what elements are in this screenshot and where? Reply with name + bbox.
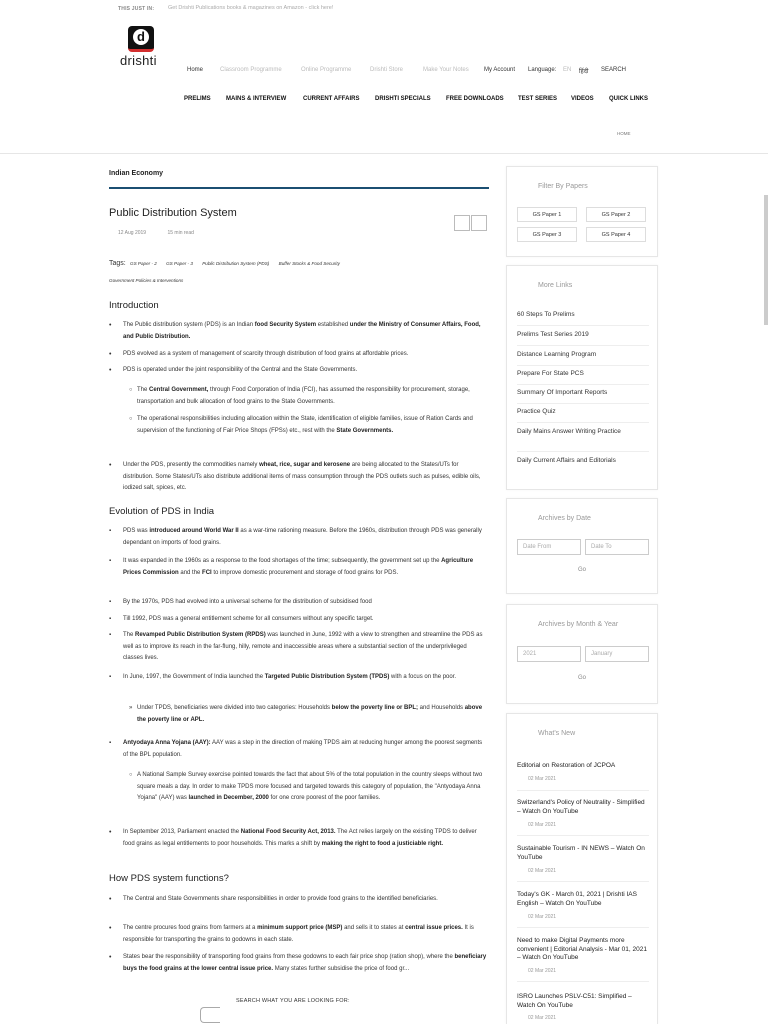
search-input[interactable] [200,1007,220,1023]
archives-by-month-card [506,604,658,704]
mainnav-videos[interactable]: VIDEOS [571,96,594,102]
tag[interactable]: GS Paper - 2 [130,261,157,266]
share-buttons [454,215,488,236]
category-underline [109,187,489,189]
nav-store[interactable]: Drishti Store [370,67,404,73]
date-from-input[interactable]: Date From [517,539,581,555]
archives-by-date-card [506,498,658,594]
news-date: 02 Mar 2021 [528,1015,557,1021]
divider [517,927,649,928]
breadcrumb[interactable]: HOME [617,131,631,136]
language-label: Language: [528,67,557,73]
filter-by-papers-card [506,166,658,257]
news-link[interactable]: Today's GK - March 01, 2021 | Drishti IAS English – Watch On YouTube [517,891,637,907]
divider [517,384,649,385]
divider [517,981,649,982]
paragraph: ▪ It was expanded in the 1960s as a response to the food shortages of the time; subsequently, the government set up the Agriculture Prices Commission and the FCI to improve domestic procurement and storage of food grains for PDS. [115,556,487,579]
paragraph: • PDS is operated under the joint responsibility of the Central and the State Governments. [115,365,487,377]
mainnav-mains[interactable]: MAINS & INTERVIEW [226,96,287,102]
news-link[interactable]: Switzerland's Policy of Neutrality - Simplified – Watch On YouTube [517,799,645,815]
paragraph: • PDS evolved as a system of management of scarcity through distribution of food grains at affordable prices. [115,349,487,361]
news-link[interactable]: Editorial on Restoration of JCPOA [517,762,616,769]
paragraph: • The Public distribution system (PDS) is an Indian food Security System established under the Ministry of Consumer Affairs, Food, and Public Distribution. [115,320,487,343]
article-meta [118,230,214,236]
card-title: Archives by Date [538,515,591,522]
tag[interactable]: GS Paper - 3 [166,261,193,266]
heading-evolution: Evolution of PDS in India [109,506,215,517]
year-select[interactable]: 2021 [517,646,581,662]
logo-mark-icon: d [128,26,154,52]
more-link[interactable]: Daily Mains Answer Writing Practice [517,428,621,435]
nav-my-account[interactable]: My Account [484,67,516,73]
paper-button[interactable]: GS Paper 4 [586,227,646,242]
mainnav-drishti-specials[interactable]: DRISHTI SPECIALS [375,96,431,102]
paragraph: • The centre procures food grains from farmers at a minimum support price (MSP) and sells it to states at central issue prices. It is responsible for transporting the grains to godowns in each state. [115,923,487,946]
news-date: 02 Mar 2021 [528,822,557,828]
paragraph: • The Central and State Governments share responsibilities in order to provide food grains to the identified beneficiaries. [115,894,487,906]
more-link[interactable]: Summary Of Important Reports [517,389,608,396]
divider [517,365,649,366]
tag[interactable]: Public Distribution System (PDS) [202,261,270,266]
page-title: Public Distribution System [109,207,237,219]
nav-classroom[interactable]: Classroom Programme [220,67,282,73]
news-date: 02 Mar 2021 [528,776,557,782]
news-link[interactable]: Need to make Digital Payments more convenient | Editorial Analysis - Mar 01, 2021 – Watch On YouTube [517,937,647,961]
more-link[interactable]: Distance Learning Program [517,351,597,358]
news-date: 02 Mar 2021 [528,868,557,874]
paragraph: ○ A National Sample Survey exercise pointed towards the fact that about 5% of the total population in the country sleeps without two square meals a day. In order to make TPDS more focused and targeted towards this category of population, the "Antyodaya Anna Yojana" (AAY) was launched in December, 2000 for one crore poorest of the poor families. [129,770,487,805]
news-link[interactable]: ISRO Launches PSLV-C51: Simplified – Watch On YouTube [517,993,632,1009]
lang-hindi[interactable]: हिंदी [579,69,589,75]
news-date: 02 Mar 2021 [528,968,557,974]
divider [517,451,649,452]
divider [517,325,649,326]
search-prompt: SEARCH WHAT YOU ARE LOOKING FOR: [236,998,350,1004]
article-date: 12 Aug 2019 [118,230,147,236]
tags-label: Tags: [109,260,126,267]
paragraph: ▪ By the 1970s, PDS had evolved into a universal scheme for the distribution of subsidised food [115,597,487,609]
paper-button[interactable]: GS Paper 1 [517,207,577,222]
announcement-label: THIS JUST IN: [118,6,155,12]
divider [517,422,649,423]
paragraph: • States bear the responsibility of transporting food grains from these godowns to each fair price shop (ration shop), where the beneficiary buys the food grains at the lower central issue price. Many states further subsidise the price of food gr... [115,952,487,975]
paragraph: ▪ In June, 1997, the Government of India launched the Targeted Public Distribution System (TPDS) with a focus on the poor. [115,672,487,684]
paragraph: » Under TPDS, beneficiaries were divided into two categories: Households below the poverty line or BPL; and Households above the poverty line or APL. [129,703,487,726]
paragraph: • Under the PDS, presently the commodities namely wheat, rice, sugar and kerosene are being allocated to the States/UTs for distribution. Some States/UTs also distribute additional items of mass consumption through the PDS outlets such as pulses, edible oils, iodized salt, spices, etc. [115,460,487,495]
top-announcement-bar [0,0,768,16]
card-title: More Links [538,282,573,289]
month-select[interactable]: January [585,646,649,662]
more-link[interactable]: Practice Quiz [517,408,556,415]
tag[interactable]: Government Policies & Interventions [109,278,184,283]
nav-notes[interactable]: Make Your Notes [423,67,469,73]
mainnav-current-affairs[interactable]: CURRENT AFFAIRS [303,96,360,102]
divider [517,790,649,791]
article-category[interactable]: Indian Economy [109,170,164,177]
announcement-link[interactable]: Get Drishti Publications books & magazines on Amazon - click here! [168,5,334,11]
more-links-card [506,265,658,490]
paragraph: • In September 2013, Parliament enacted the National Food Security Act, 2013. The Act relies largely on the existing TPDS to deliver food grains as legal entitlements to poor households. This marks a shift by making the right to food a justiciable right. [115,827,487,850]
share-icon[interactable] [454,215,470,231]
print-icon[interactable] [471,215,487,231]
paragraph: ▪ Antyodaya Anna Yojana (AAY): AAY was a step in the direction of making TPDS aim at reducing hunger among the poorest segments of the BPL population. [115,738,487,761]
news-date: 02 Mar 2021 [528,914,557,920]
article-tags [109,255,489,289]
paper-button[interactable]: GS Paper 3 [517,227,577,242]
news-link[interactable]: Sustainable Tourism - IN NEWS – Watch On YouTube [517,845,645,861]
nav-home[interactable]: Home [187,67,204,73]
paragraph: ▪ The Revamped Public Distribution System (RPDS) was launched in June, 1992 with a view to strengthen and streamline the PDS as well as to improve its reach in the far-flung, hilly, remote and inaccessible areas where a substantial section of the underprivileged classes lives. [115,630,487,665]
card-title: What's New [538,730,576,737]
mainnav-quick-links[interactable]: QUICK LINKS [609,96,648,102]
tag[interactable]: Buffer Stocks & Food Security [278,261,340,266]
read-time: 15 min read [167,230,194,236]
header-divider [0,153,768,154]
go-button[interactable]: Go [578,675,587,681]
whats-new-card [506,713,658,1024]
divider [517,881,649,882]
lang-en[interactable]: EN [563,67,572,73]
paragraph: ▪ PDS was introduced around World War II as a war-time rationing measure. Before the 1960s, distribution through PDS was generally dependant on imports of food grains. [115,526,487,549]
go-button[interactable]: Go [578,567,587,573]
logo-text: drishti [120,53,157,68]
article-header [109,170,494,283]
heading-introduction: Introduction [109,300,159,311]
nav-search[interactable]: SEARCH [601,67,627,73]
site-logo[interactable] [120,26,162,68]
scrollbar[interactable] [764,195,768,325]
divider [517,345,649,346]
more-link[interactable]: Prelims Test Series 2019 [517,331,589,338]
heading-functions: How PDS system functions? [109,873,229,884]
date-to-input[interactable]: Date To [585,539,649,555]
mainnav-free-downloads[interactable]: FREE DOWNLOADS [446,96,504,102]
mainnav-prelims[interactable]: PRELIMS [184,96,211,102]
card-title: Archives by Month & Year [538,621,619,628]
divider [517,835,649,836]
more-link[interactable]: Daily Current Affairs and Editorials [517,457,616,464]
more-link[interactable]: Prepare For State PCS [517,370,584,377]
card-title: Filter By Papers [538,183,588,190]
paper-button[interactable]: GS Paper 2 [586,207,646,222]
paragraph: ▪ Till 1992, PDS was a general entitlement scheme for all consumers without any specific target. [115,614,487,626]
paragraph: ○ The Central Government, through Food Corporation of India (FCI), has assumed the responsibility for procurement, storage, transportation and bulk allocation of food grains to the State Governments. [129,385,487,408]
mainnav-test-series[interactable]: TEST SERIES [518,96,558,102]
more-link[interactable]: 60 Steps To Prelims [517,311,575,318]
nav-online[interactable]: Online Programme [301,67,352,73]
divider [517,403,649,404]
paragraph: ○ The operational responsibilities including allocation within the State, identification of eligible families, issue of Ration Cards and supervision of the functioning of Fair Price Shops (FPSs) etc., rest with the State Governments. [129,414,487,437]
